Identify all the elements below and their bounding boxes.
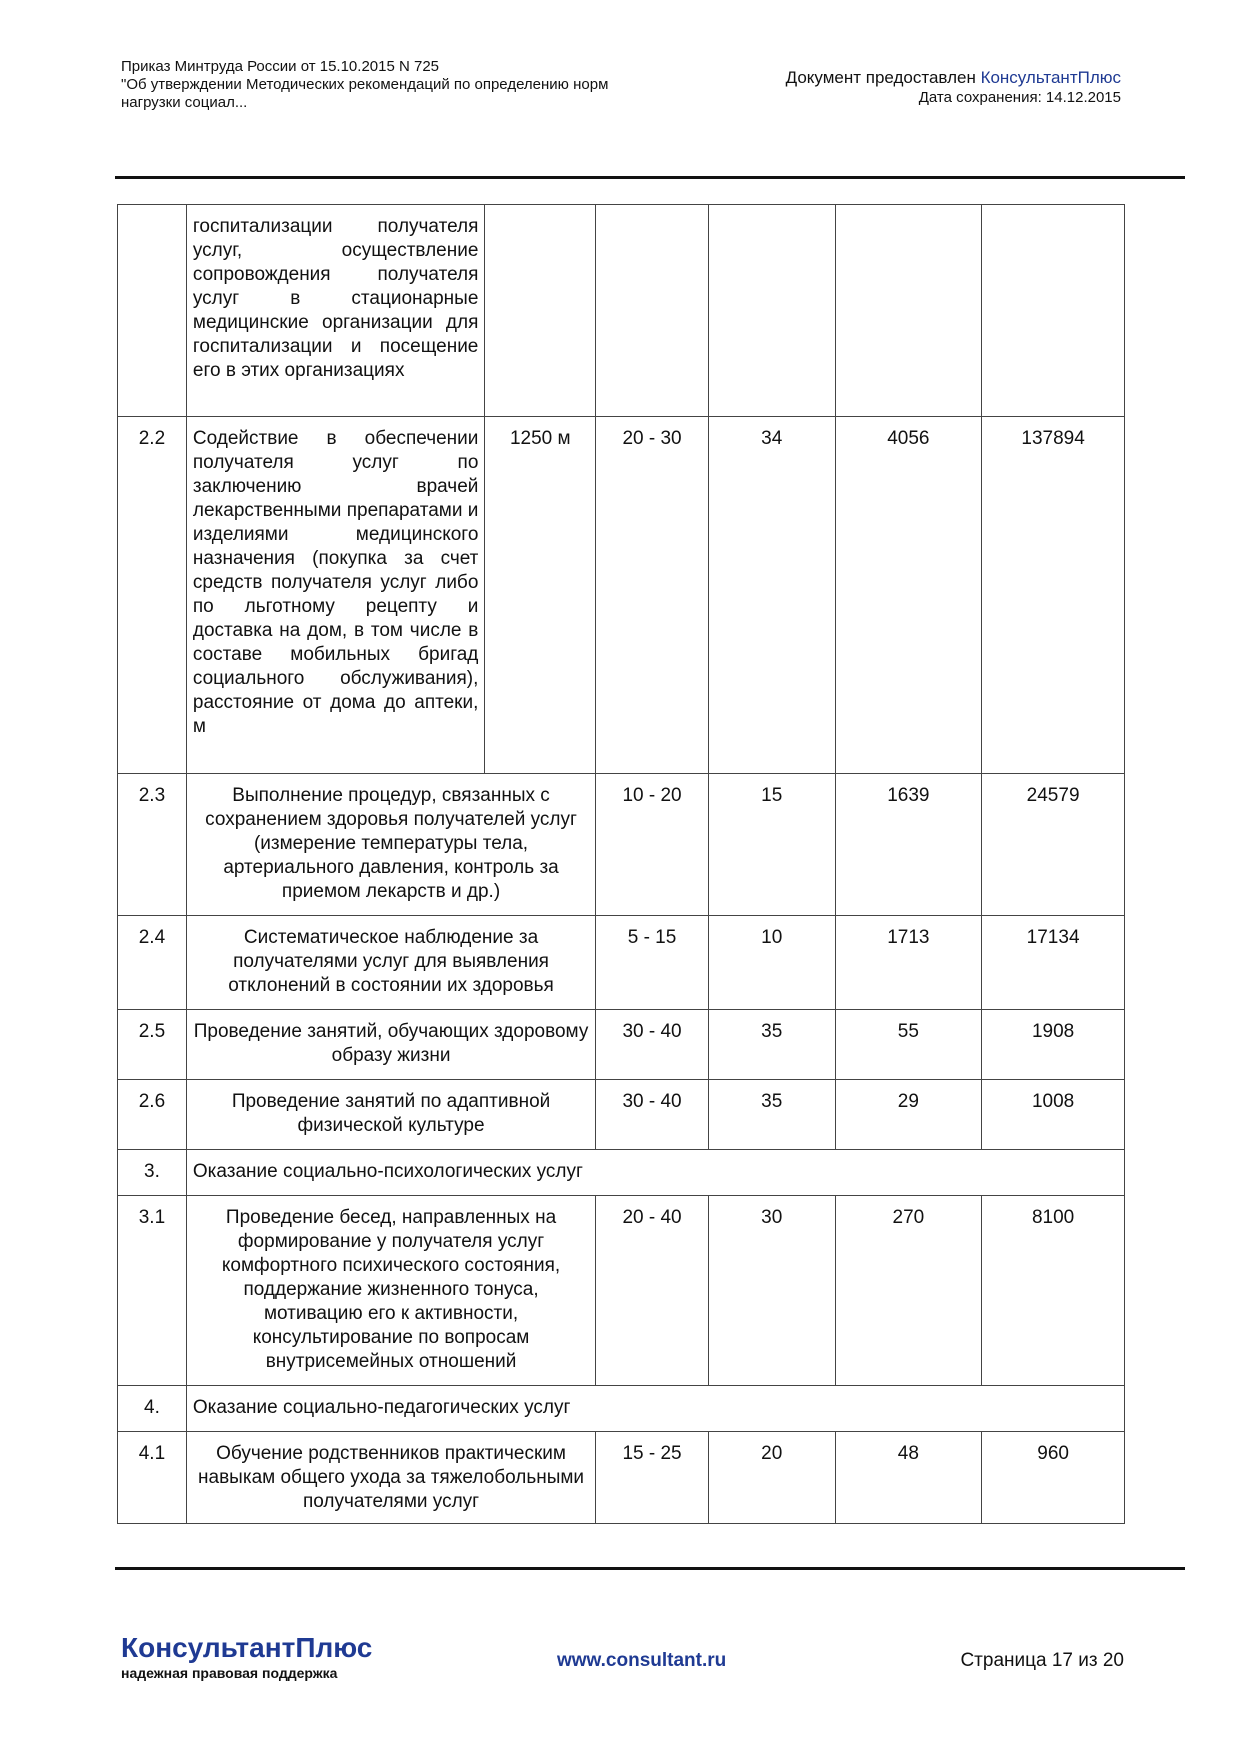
section-title: Оказание социально-педагогических услуг — [186, 1386, 1124, 1432]
table-row — [118, 1432, 1125, 1524]
footer-website-link[interactable]: www.consultant.ru — [557, 1650, 727, 1671]
cell-total: 17134 — [982, 916, 1125, 1010]
cell-norm: 30 — [708, 1196, 835, 1386]
cell-total: 137894 — [982, 417, 1125, 774]
cell-count: 1713 — [835, 916, 982, 1010]
cell-range: 30 - 40 — [596, 1080, 709, 1150]
cell-norm: 20 — [708, 1432, 835, 1524]
section-title: Оказание социально-психологических услуг — [186, 1150, 1124, 1196]
cell-num: 2.5 — [118, 1010, 187, 1080]
cell-num: 2.4 — [118, 916, 187, 1010]
cell-count: 1639 — [835, 774, 982, 916]
cell-num: 3.1 — [118, 1196, 187, 1386]
cell-count: 270 — [835, 1196, 982, 1386]
table-row — [118, 774, 1125, 916]
cell-range: 20 - 30 — [596, 417, 709, 774]
cell-count: 29 — [835, 1080, 982, 1150]
table-row — [118, 205, 1125, 417]
footer-logo — [121, 1632, 372, 1682]
footer-brand-name: КонсультантПлюс — [121, 1632, 373, 1663]
cell-service: Проведение бесед, направленных на формирование у получателя услуг комфортного психического состояния, поддержание жизненного тонуса, мотивацию его к активности, консультирование по вопросам внутрисемейных отношений — [186, 1196, 595, 1386]
cell-norm: 15 — [708, 774, 835, 916]
document-header-title — [121, 58, 721, 112]
table-row — [118, 1010, 1125, 1080]
cell-range: 20 - 40 — [596, 1196, 709, 1386]
cell-num — [118, 205, 187, 417]
cell-num: 4. — [118, 1386, 187, 1432]
save-date: Дата сохранения: 14.12.2015 — [918, 89, 1121, 106]
cell-norm — [708, 205, 835, 417]
cell-total — [982, 205, 1125, 417]
cell-service: Проведение занятий по адаптивной физической культуре — [186, 1080, 595, 1150]
cell-total: 24579 — [982, 774, 1125, 916]
cell-service: госпитализации получателя услуг, осуществление сопровождения получателя услуг в стационарные медицинские организации для госпитализации и посещение его в этих организациях — [186, 205, 485, 417]
cell-norm: 35 — [708, 1080, 835, 1150]
cell-count — [835, 205, 982, 417]
cell-num: 3. — [118, 1150, 187, 1196]
cell-num: 2.3 — [118, 774, 187, 916]
cell-norm: 10 — [708, 916, 835, 1010]
header-line-3: нагрузки социал... — [121, 94, 248, 111]
cell-norm: 35 — [708, 1010, 835, 1080]
table-row — [118, 1080, 1125, 1150]
cell-count: 55 — [835, 1010, 982, 1080]
provider-brand[interactable]: КонсультантПлюс — [980, 68, 1121, 87]
table-row — [118, 1196, 1125, 1386]
cell-range — [596, 205, 709, 417]
cell-range: 10 - 20 — [596, 774, 709, 916]
cell-service: Содействие в обеспечении получателя услуг по заключению врачей лекарственными препаратами и изделиями медицинского назначения (покупка за счет средств получателя услуг либо по льготному рецепту и доставка на дом, в том числе в составе мобильных бригад социального обслуживания), расстояние от дома до аптеки, м — [186, 417, 485, 774]
table-section-row — [118, 1150, 1125, 1196]
document-provider — [786, 68, 1121, 108]
table-section-row — [118, 1386, 1125, 1432]
cell-num: 2.6 — [118, 1080, 187, 1150]
cell-total: 960 — [982, 1432, 1125, 1524]
cell-range: 15 - 25 — [596, 1432, 709, 1524]
cell-total: 1908 — [982, 1010, 1125, 1080]
cell-range: 5 - 15 — [596, 916, 709, 1010]
cell-unit — [485, 205, 596, 417]
page-number: Страница 17 из 20 — [960, 1650, 1124, 1671]
cell-service: Систематическое наблюдение за получателями услуг для выявления отклонений в состоянии их здоровья — [186, 916, 595, 1010]
cell-service: Обучение родственников практическим навыкам общего ухода за тяжелобольными получателями услуг — [186, 1432, 595, 1524]
cell-count: 48 — [835, 1432, 982, 1524]
cell-num: 2.2 — [118, 417, 187, 774]
cell-unit: 1250 м — [485, 417, 596, 774]
footer-tagline: надежная правовая поддержка — [121, 1665, 338, 1681]
header-line-1: Приказ Минтруда России от 15.10.2015 N 725 — [121, 58, 440, 75]
header-divider — [115, 176, 1185, 179]
cell-norm: 34 — [708, 417, 835, 774]
header-line-2: "Об утверждении Методических рекомендаций по определению норм — [121, 76, 609, 93]
provider-prefix: Документ предоставлен — [785, 68, 981, 87]
cell-total: 8100 — [982, 1196, 1125, 1386]
table-row — [118, 417, 1125, 774]
cell-num: 4.1 — [118, 1432, 187, 1524]
cell-count: 4056 — [835, 417, 982, 774]
cell-service: Выполнение процедур, связанных с сохранением здоровья получателей услуг (измерение температуры тела, артериального давления, контроль за приемом лекарств и др.) — [186, 774, 595, 916]
cell-service: Проведение занятий, обучающих здоровому образу жизни — [186, 1010, 595, 1080]
table-row — [118, 916, 1125, 1010]
cell-range: 30 - 40 — [596, 1010, 709, 1080]
footer-divider — [115, 1567, 1185, 1570]
cell-total: 1008 — [982, 1080, 1125, 1150]
services-table — [117, 204, 1125, 1524]
